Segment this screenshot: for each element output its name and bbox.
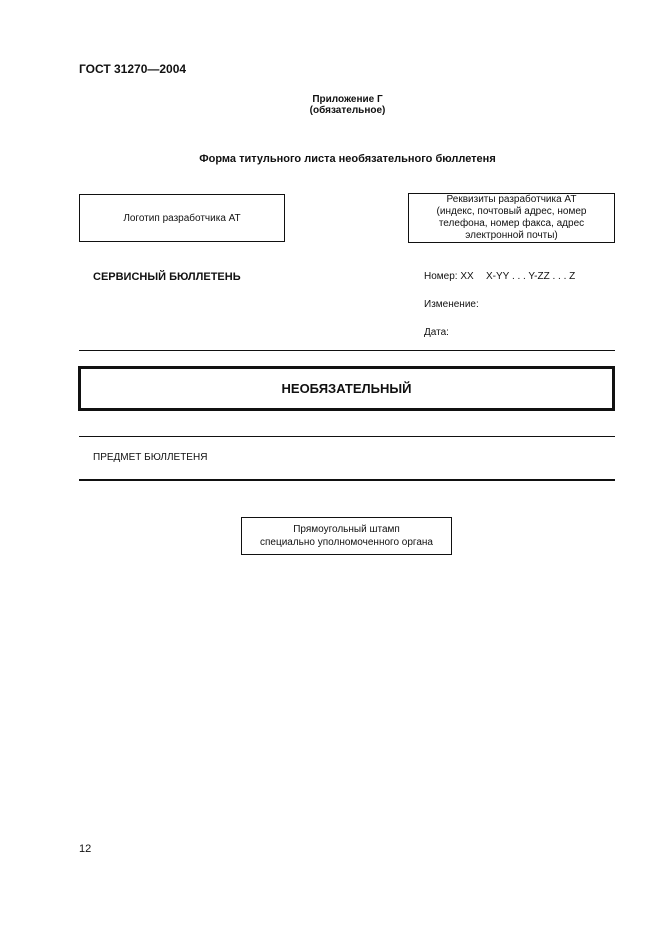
stamp-box <box>241 517 452 555</box>
logo-placeholder-box <box>79 194 285 242</box>
form-heading: Форма титульного листа необязательного бюллетеня <box>199 153 496 165</box>
page-number: 12 <box>79 843 92 855</box>
document-code: ГОСТ 31270—2004 <box>79 62 187 76</box>
appendix-title: Приложение Г <box>312 94 383 105</box>
status-text: НЕОБЯЗАТЕЛЬНЫЙ <box>281 381 412 396</box>
service-bulletin-title: СЕРВИСНЫЙ БЮЛЛЕТЕНЬ <box>93 271 241 283</box>
change-label: Изменение: <box>424 299 479 310</box>
requisites-line: электронной почты) <box>465 230 558 241</box>
status-box <box>78 366 615 411</box>
requisites-line: телефона, номер факса, адрес <box>438 218 585 229</box>
requisites-line: (индекс, почтовый адрес, номер <box>436 206 587 217</box>
number-value: X-YY . . . Y-ZZ . . . Z <box>486 271 576 282</box>
appendix-subtitle: (обязательное) <box>309 105 386 116</box>
number-label: Номер: XX <box>424 271 474 282</box>
bulletin-subject: ПРЕДМЕТ БЮЛЛЕТЕНЯ <box>93 452 208 463</box>
divider-line-thick <box>79 479 615 481</box>
requisites-line: Реквизиты разработчика АТ <box>446 194 577 205</box>
divider-line <box>79 436 615 437</box>
divider-line <box>79 350 615 351</box>
stamp-line: специально уполномоченного органа <box>260 537 433 548</box>
requisites-box <box>408 193 615 243</box>
date-label: Дата: <box>424 327 449 338</box>
stamp-line: Прямоугольный штамп <box>293 524 400 535</box>
logo-placeholder-text: Логотип разработчика АТ <box>123 212 241 224</box>
